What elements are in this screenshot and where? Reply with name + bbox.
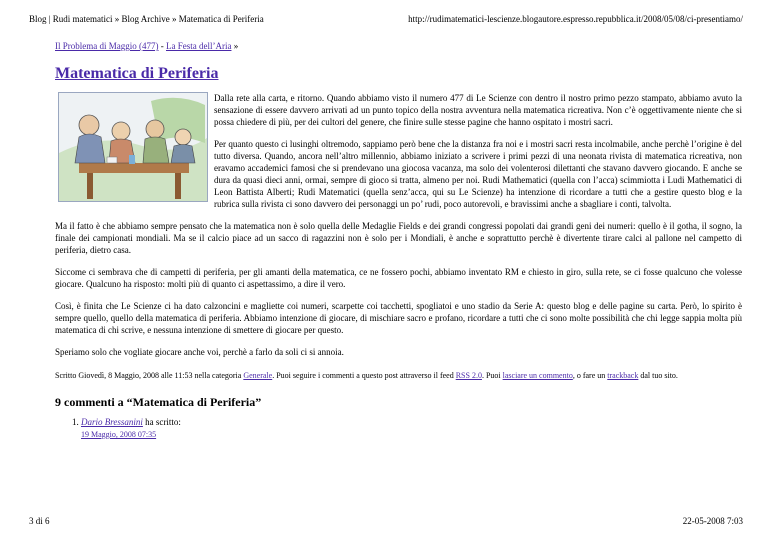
comment-item [81, 416, 742, 441]
post-illustration [58, 92, 208, 202]
comment-author: Dario Bressanini [81, 417, 143, 427]
post-title-link[interactable]: Matematica di Periferia [55, 65, 219, 82]
meta-text-4: , o fare un [572, 371, 608, 380]
comments-heading: 9 commenti a “Matematica di Periferia” [55, 395, 262, 409]
nav-separator: - [158, 41, 166, 51]
print-timestamp: 22-05-2008 7:03 [682, 516, 743, 526]
post-paragraph-2: Per quanto questo ci lusinghi oltremodo, sappiamo però bene che la distanza fra noi e i mostri sacri resta incolmabile, anche perchè l’origine è del tutto diversa. Quando, ancora nell’altro millennio, abbiamo iniziato a scrivere i primi pezzi di una neonata rivista di matematica ricreativa, non eravamo accademici famosi che si prendevano una giocosa vacanza, ma solo dei volenterosi dilettanti che stavano davvero giocando. E anche se dura da quasi dieci anni, ormai, sempre di gioco si tratta, almeno per noi. Rudi Mathematici (quella con l’acca) scimmiotta i Ludi Mathematici di Leon Battista Alberti; Rudi Matematici (quella senz’acca, qui su Le Scienze) ha intenzione di ricordare a tutti che a gestire questo blog e la rubrica sulla rivista ci sono davvero dei personaggi un po’ rudi, poco autorevoli, e bravissimi anche a sbagliare i conti, talvolta. [214, 139, 742, 209]
comment-date-link[interactable]: 19 Maggio, 2008 07:35 [81, 430, 157, 439]
meta-text-1: Scritto Giovedì, 8 Maggio, 2008 alle 11:53 nella categoria [55, 371, 244, 380]
post-paragraph-4: Siccome ci sembrava che di campetti di periferia, per gli amanti della matematica, ce ne fossero pochi, abbiamo inventato RM e chiesto in giro, sulla rete, se ci fosse qualcuno che volesse giocare. Qualcuno ha risposto: molti più di quanto ci aspettassimo, a dire il vero. [55, 267, 742, 289]
print-header-title: Blog | Rudi matematici » Blog Archive » Matematica di Periferia [29, 14, 264, 24]
nav-arrow: » [231, 41, 239, 51]
post-paragraph-6: Speriamo solo che vogliate giocare anche voi, perchè a farlo da soli ci si annoia. [55, 347, 344, 357]
comments-list [55, 416, 742, 441]
prev-post-link[interactable]: Il Problema di Maggio (477) [55, 41, 159, 51]
post-paragraph-5: Così, è finita che Le Scienze ci ha dato calzoncini e magliette coi numeri, scarpette coi tacchetti, spogliatoi e uno stadio da Serie A: questo blog e delle pagine su carta. Però, lo spirito è sempre quello, quello della matematica di periferia. Abbiamo intenzione di giocare, di mischiare sacro e profano, ricordare a tutti che ci sono molte possibilità che chi legge sappia molta più matematica di chi scrive, e nessuna intenzione di smettere di giocare per questo. [55, 301, 742, 335]
meta-text-2: . Puoi seguire i commenti a questo post attraverso il feed [272, 371, 456, 380]
rss-feed-link[interactable]: RSS 2.0 [455, 371, 482, 380]
meta-text-5: dal tuo sito. [638, 371, 678, 380]
post-paragraph-1: Dalla rete alla carta, e ritorno. Quando abbiamo visto il numero 477 di Le Scienze con dentro il nostro primo pezzo stampato, abbiamo avuto la sensazione di essere davvero arrivati ad un punto topico della nostra avventura nella matematica ricreativa. Non c’è oggettivamente niente che si possa chiedere di più, per dei cultori del genere, che finire sulle stesse pagine che hanno ospitato i mostri sacri. [214, 93, 742, 127]
post-paragraph-3: Ma il fatto è che abbiamo sempre pensato che la matematica non è solo quella delle Medaglie Fields e dei grandi congressi popolati dai grandi geni dei numeri: quello è il gotha, il sogno, la finale dei campionati mondiali. Ma se il calcio piace ad un sacco di ragazzini non è solo per i Mondiali, è anche e soprattutto perchè è divertente tirare calci al pallone nel campetto di periferia, dietro casa. [55, 221, 742, 255]
print-header [0, 12, 768, 26]
post-title [55, 64, 742, 84]
page-counter: 3 di 6 [29, 516, 50, 526]
trackback-link[interactable]: trackback [607, 371, 639, 380]
post-meta [55, 370, 742, 381]
comment-wrote: ha scritto: [142, 417, 181, 427]
category-link[interactable]: Generale [243, 371, 273, 380]
leave-comment-link[interactable]: lasciare un commento [502, 371, 573, 380]
illustration-drawing [59, 93, 207, 201]
post-content [55, 32, 742, 441]
comment-author-link[interactable] [81, 417, 143, 427]
meta-text-3: . Puoi [481, 371, 503, 380]
post-navigation [55, 40, 742, 52]
print-footer [0, 514, 768, 528]
next-post-link[interactable]: La Festa dell’Aria [165, 41, 232, 51]
print-header-url: http://rudimatematici-lescienze.blogautore.espresso.repubblica.it/2008/05/08/ci-presentiamo/ [408, 14, 743, 24]
